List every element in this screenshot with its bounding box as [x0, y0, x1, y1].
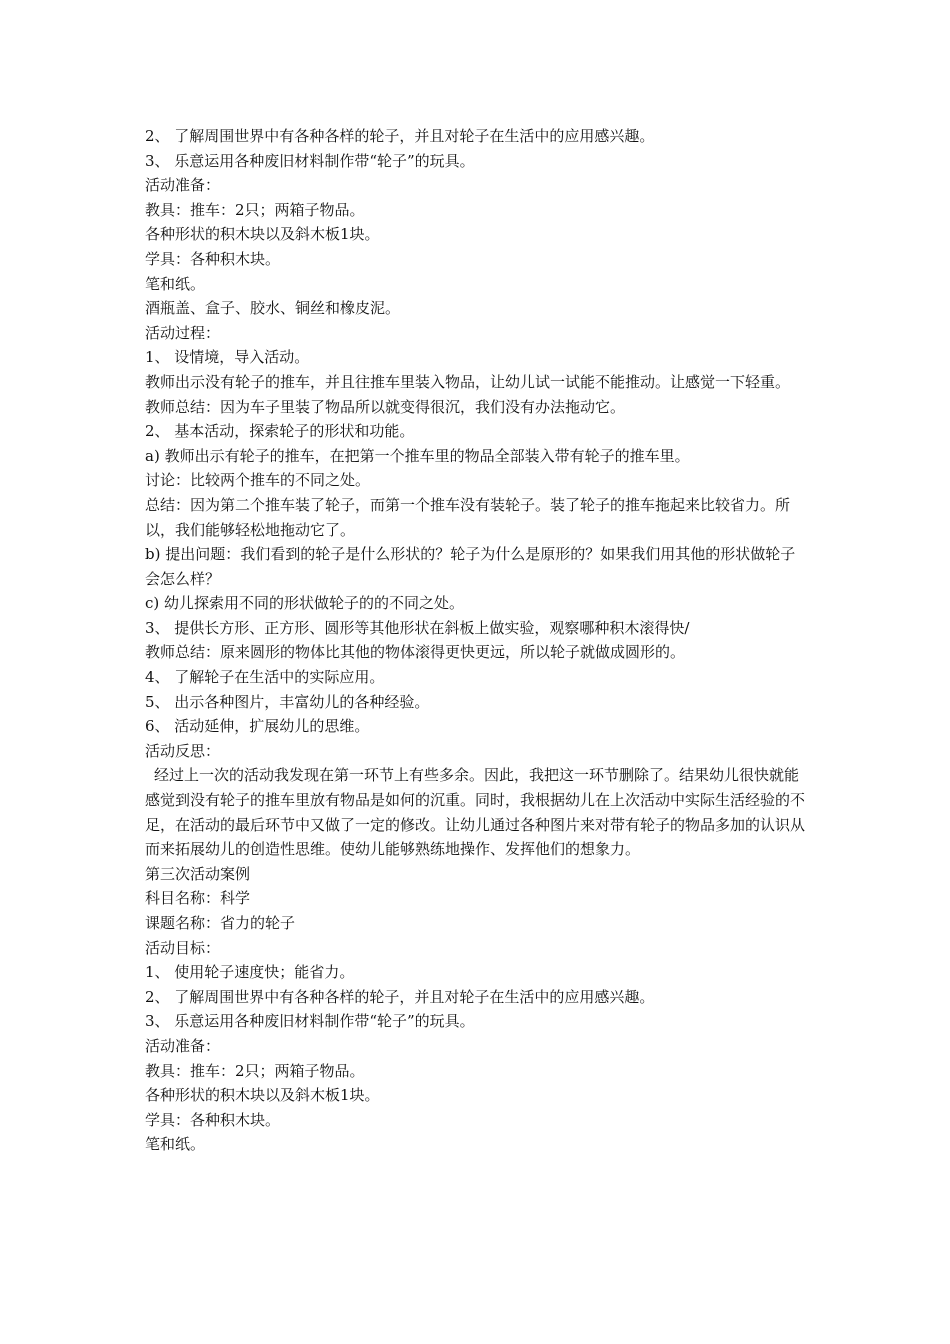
pen-paper-line: 笔和纸。 [145, 274, 206, 293]
preparation-heading-2: 活动准备： [145, 1036, 221, 1055]
preparation-heading: 活动准备： [145, 176, 221, 195]
document-body [145, 124, 810, 1157]
objective-3-line: 3、 乐意运用各种废旧材料制作带“轮子”的玩具。 [145, 1012, 475, 1031]
teaching-aids-line-2: 教具：推车：2只；两箱子物品。 [145, 1061, 365, 1080]
step-c-line: c) 幼儿探索用不同的形状做轮子的的不同之处。 [145, 594, 465, 613]
teacher-summary-1: 教师总结：因为车子里装了物品所以就变得很沉，我们没有办法拖动它。 [145, 397, 626, 416]
step-1-line: 1、 设情境，导入活动。 [145, 348, 310, 367]
step-6-line: 6、 活动延伸，扩展幼儿的思维。 [145, 717, 370, 736]
process-heading: 活动过程： [145, 323, 221, 342]
step-4-line: 4、 了解轮子在生活中的实际应用。 [145, 668, 385, 687]
blocks-line: 各种形状的积木块以及斜木板1块。 [145, 225, 380, 244]
teaching-aids-line: 教具：推车：2只；两箱子物品。 [145, 200, 365, 219]
pen-paper-line-2: 笔和纸。 [145, 1135, 206, 1154]
blocks-line-2: 各种形状的积木块以及斜木板1块。 [145, 1086, 380, 1105]
objectives-heading: 活动目标： [145, 938, 221, 957]
goal-3-line: 3、 乐意运用各种废旧材料制作带“轮子”的玩具。 [145, 151, 475, 170]
discussion-line: 讨论：比较两个推车的不同之处。 [145, 471, 371, 490]
reflection-heading: 活动反思： [145, 741, 221, 760]
student-aids-line-2: 学具：各种积木块。 [145, 1110, 281, 1129]
step-2-line: 2、 基本活动，探索轮子的形状和功能。 [145, 422, 415, 441]
student-aids-line: 学具：各种积木块。 [145, 249, 281, 268]
topic-line: 课题名称：省力的轮子 [145, 914, 296, 932]
goal-2-line: 2、 了解周围世界中有各种各样的轮子，并且对轮子在生活中的应用感兴趣。 [145, 127, 655, 145]
materials-line: 酒瓶盖、盒子、胶水、铜丝和橡皮泥。 [145, 299, 401, 318]
step-b-paragraph: b) 提出问题：我们看到的轮子是什么形状的？轮子为什么是原形的？如果我们用其他的形状做轮子会怎么样？ [145, 545, 796, 588]
subject-line: 科目名称：科学 [145, 889, 251, 908]
objective-2-line: 2、 了解周围世界中有各种各样的轮子，并且对轮子在生活中的应用感兴趣。 [145, 987, 655, 1006]
step-3-line: 3、 提供长方形、正方形、圆形等其他形状在斜板上做实验，观察哪种积木滚得快/ [145, 618, 690, 637]
objective-1-line: 1、 使用轮子速度快；能省力。 [145, 963, 355, 982]
teacher-summary-2: 教师总结：原来圆形的物体比其他的物体滚得更快更远，所以轮子就做成圆形的。 [145, 643, 686, 662]
summary-paragraph: 总结：因为第二个推车装了轮子，而第一个推车没有装轮子。装了轮子的推车拖起来比较省力。所以，我们能够轻松地拖动它了。 [145, 495, 791, 539]
step-a-line: a) 教师出示有轮子的推车，在把第一个推车里的物品全部装入带有轮子的推车里。 [145, 446, 690, 465]
third-case-heading: 第三次活动案例 [145, 864, 251, 883]
step-5-line: 5、 出示各种图片，丰富幼儿的各种经验。 [145, 692, 430, 711]
reflection-paragraph: 经过上一次的活动我发现在第一环节上有些多余。因此，我把这一环节删除了。结果幼儿很快就能感觉到没有轮子的推车里放有物品是如何的沉重。同时，我根据幼儿在上次活动中实际生活经验的不足，在活动的最后环节中又做了一定的修改。让幼儿通过各种图片来对带有轮子的物品多加的认识从而来拓展幼儿的创造性思维。使幼儿能够熟练地操作、发挥他们的想象力。 [145, 766, 806, 859]
teacher-demo-paragraph: 教师出示没有轮子的推车，并且往推车里装入物品，让幼儿试一试能不能推动。让感觉一下轻重。 [145, 372, 791, 391]
